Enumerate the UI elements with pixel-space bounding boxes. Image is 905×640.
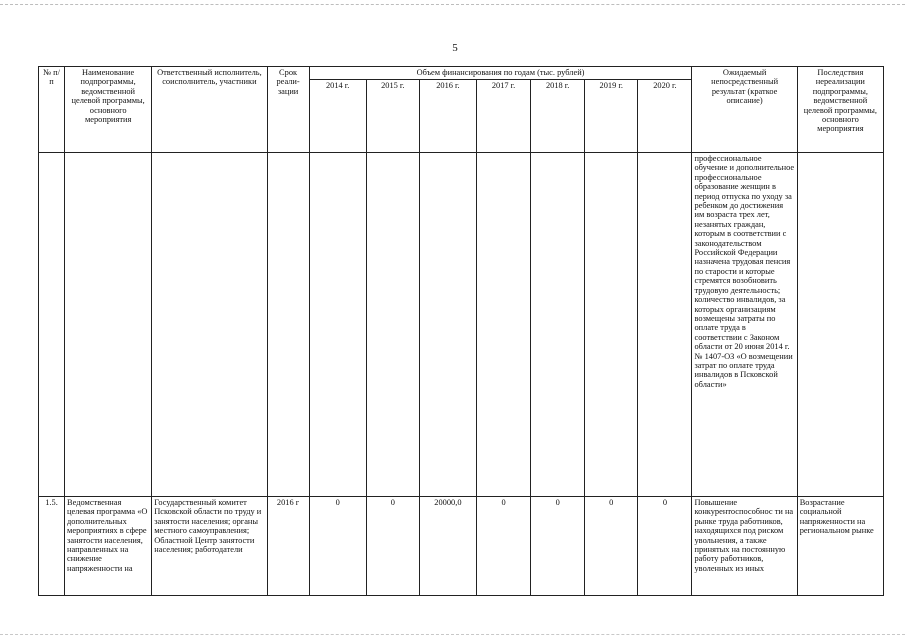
- cell-value-2019: 0: [585, 497, 638, 596]
- cell-value-2017: 0: [476, 497, 530, 596]
- cell-empty: [638, 153, 692, 497]
- cell-value-2016: 20000,0: [419, 497, 476, 596]
- cell-empty: [267, 153, 309, 497]
- header-year-2020: 2020 г.: [638, 80, 692, 153]
- cell-result-continued: профессиональное обучение и дополнительное профессиональное образование женщин в период отпуска по уходу за ребенком до достижения им возраста трех лет, незанятых граждан, которым в соответствии с законодательством Российской Федерации назначена трудовая пенсия по старости и которые стремятся возобновить трудовую деятельность; количество инвалидов, за которых организациям возмещены затраты по оплате труда в соответствии с Законом области от 20 июня 2014 г. № 1407-ОЗ «О возмещении затрат по оплате труда инвалидов в Псковской области»: [692, 153, 797, 497]
- cell-value-2020: 0: [638, 497, 692, 596]
- table-row-item-1-5: [39, 497, 884, 596]
- cell-empty: [419, 153, 476, 497]
- cell-value-2018: 0: [531, 497, 585, 596]
- cell-value-2015: 0: [366, 497, 419, 596]
- cell-executor: Государственный комитет Псковской области по труду и занятости населения; органы местного самоуправления; Областной Центр занятости населения; работодатели: [152, 497, 267, 596]
- cell-consequences: Возрастание социальной напряженности на региональном рынке: [797, 497, 883, 596]
- cell-empty: [476, 153, 530, 497]
- scan-edge-bottom: [0, 634, 905, 635]
- cell-empty: [531, 153, 585, 497]
- header-num: № п/п: [39, 67, 65, 153]
- header-executor: Ответственный исполнитель, соисполнитель, участники: [152, 67, 267, 153]
- header-year-2017: 2017 г.: [476, 80, 530, 153]
- cell-program-name: Ведомственная целевая программа «О дополнительных мероприятиях в сфере занятости населения, направленных на снижение напряженности на: [65, 497, 152, 596]
- header-consequences: Последствия нереализации подпрограммы, ведомственной целевой программы, основного мероприятия: [797, 67, 883, 153]
- header-year-2019: 2019 г.: [585, 80, 638, 153]
- header-year-2016: 2016 г.: [419, 80, 476, 153]
- cell-value-2014: 0: [309, 497, 366, 596]
- cell-empty: [366, 153, 419, 497]
- cell-num: 1.5.: [39, 497, 65, 596]
- header-result: Ожидаемый непосредственный результат (краткое описание): [692, 67, 797, 153]
- header-year-2014: 2014 г.: [309, 80, 366, 153]
- header-row-top: [39, 67, 884, 80]
- page-number: 5: [452, 42, 458, 54]
- table-row-continuation: [39, 153, 884, 497]
- cell-empty: [797, 153, 883, 497]
- cell-empty: [309, 153, 366, 497]
- header-term: Срок реали-зации: [267, 67, 309, 153]
- cell-empty: [39, 153, 65, 497]
- program-activities-table: [38, 66, 884, 596]
- header-year-2018: 2018 г.: [531, 80, 585, 153]
- header-year-2015: 2015 г.: [366, 80, 419, 153]
- header-funding-group: Объем финансирования по годам (тыс. рублей): [309, 67, 692, 80]
- cell-empty: [65, 153, 152, 497]
- scan-edge-top: [0, 4, 905, 5]
- cell-result: Повышение конкурентоспособнос ти на рынке труда работников, находящихся под риском увольнения, а также принятых на постоянную работу работников, уволенных из иных: [692, 497, 797, 596]
- cell-term: 2016 г: [267, 497, 309, 596]
- cell-empty: [152, 153, 267, 497]
- cell-empty: [585, 153, 638, 497]
- header-name: Наименование подпрограммы, ведомственной целевой программы, основного мероприятия: [65, 67, 152, 153]
